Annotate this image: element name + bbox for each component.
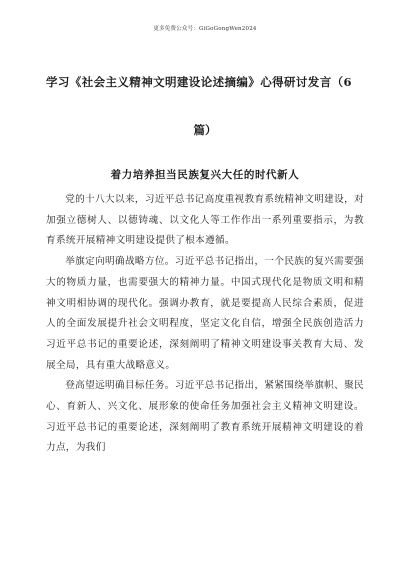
body-paragraph: 党的十八大以来，习近平总书记高度重视教育系统精神文明建设，对加强立德树人、以德铸魂、以文化人等工作作出一系列重要指示，为教育系统开展精神文明建设提供了根本遵循。 (46, 194, 364, 247)
document-title-line-2: 篇） (193, 123, 217, 137)
header-note: 更多免费公众号：GiGoGongWen2024 (153, 26, 257, 32)
section-subtitle: 着力培养担当民族复兴大任的时代新人 (110, 169, 300, 181)
body-paragraph: 举旗定向明确战略方位。习近平总书记指出，一个民族的复兴需要强大的物质力量，也需要强大的精神力量。中国式现代化是物质文明和精神文明相协调的现代化。强调办教育，就是要提高人民综合素质，促进人的全面发展提升社会文明程度，坚定文化自信，增强全民族创造活力习近平总书记的重要论述，深刻阐明了精神文明建设事关教育大局、发展全局，具有重大战略意义。 (46, 256, 364, 371)
body-paragraph: 登高望远明确目标任务。习近平总书记指出，紧紧围绕举旗帜、聚民心、育新人、兴文化、展形象的使命任务加强社会主义精神文明建设。习近平总书记的重要论述，深刻阐明了教育系统开展精神文明建设的着力点，为我们 (46, 380, 364, 454)
document-body (46, 190, 364, 459)
document-title-line-1: 学习《社会主义精神文明建设论述摘编》心得研讨发言（6 (46, 75, 352, 89)
